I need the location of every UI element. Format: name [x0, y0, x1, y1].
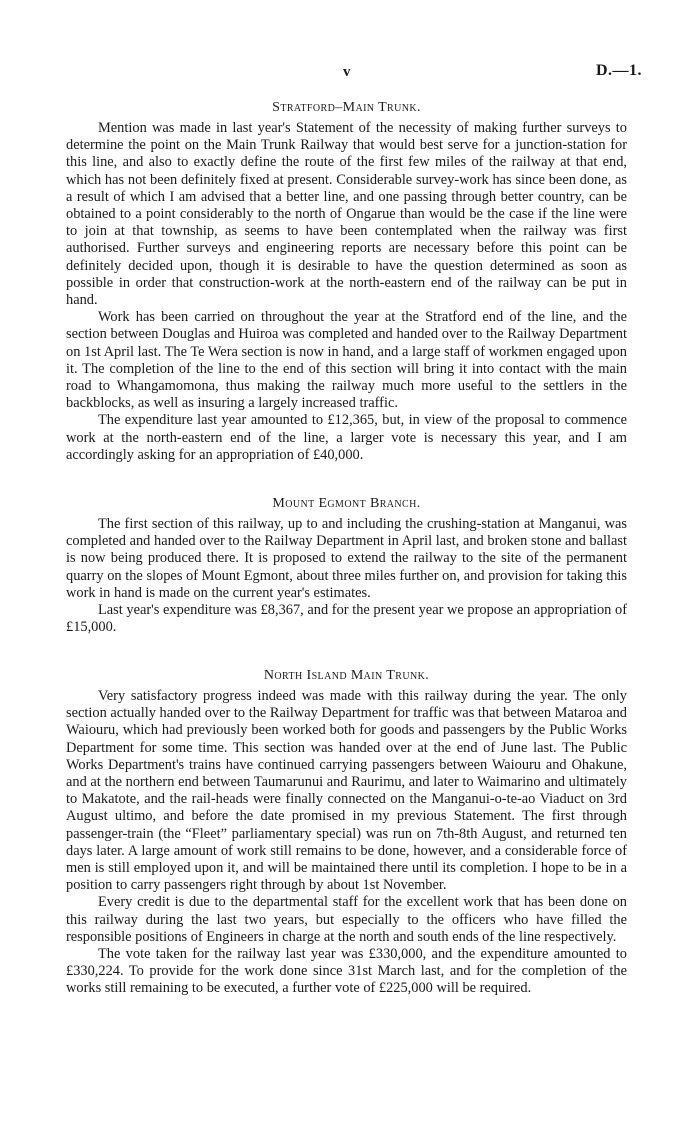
- document-reference: D.—1.: [595, 62, 642, 79]
- paragraph: Last year's expenditure was £8,367, and for the present year we propose an appropriation of £15,000.: [66, 602, 627, 636]
- paragraph: Every credit is due to the departmental staff for the excellent work that has been done on this railway during the last two years, but especially to the officers who have filled the responsible positions of Engineers in charge at the north and south ends of the line respectively.: [66, 894, 627, 945]
- section-heading: Mount Egmont Branch.: [272, 496, 421, 511]
- paragraph: The vote taken for the railway last year was £330,000, and the expenditure amounted to £330,224. To provide for the work done since 31st March last, and for the completion of the works still remaining to be executed, a further vote of £225,000 will be required.: [66, 946, 627, 997]
- paragraph: Mention was made in last year's Statement of the necessity of making further surveys to determine the point on the Main Trunk Railway that would best serve for a junction-station for this line, and also to exactly define the route of the first few miles of the railway at that end, which has not been definitely fixed at present. Considerable survey-work has since been done, as a result of which I am advised that a better line, and one passing through better country, can be obtained to a point considerably to the north of Ongarue than would be the case if the line were to join at that township, as seems to have been contemplated when the railway was first authorised. Further surveys and engineering reports are necessary before this point can be definitely decided upon, though it is desirable to have the question determined as soon as possible in order that construction-work at the north-eastern end of the railway can be put in hand.: [66, 120, 627, 309]
- paragraph: The first section of this railway, up to and including the crushing-station at Manganui, was completed and handed over to the Railway Department in April last, and broken stone and ballast is now being produced there. It is proposed to extend the railway to the site of the permanent quarry on the slopes of Mount Egmont, about three miles further on, and provision for taking this work in hand is made on the current year's estimates.: [66, 516, 627, 601]
- section-north-island-main-trunk: [66, 667, 627, 998]
- section-heading: North Island Main Trunk.: [263, 668, 430, 683]
- paragraph: The expenditure last year amounted to £12,365, but, in view of the proposal to commence work at the north-eastern end of the line, a larger vote is necessary this year, and I am accordingly asking for an appropriation of £40,000.: [66, 412, 627, 463]
- paragraph: Very satisfactory progress indeed was made with this railway during the year. The only section actually handed over to the Railway Department for traffic was that between Mataroa and Waiouru, which had previously been worked both for goods and passengers by the Public Works Department for some time. This section was handed over at the end of June last. The Public Works Department's trains have continued carrying passengers between Waiouru and Ohakune, and at the northern end between Taumarunui and Raurimu, and later to Waimarino and ultimately to Makatote, and the rail-heads were finally connected on the Manganui-o-te-ao Viaduct on 3rd August ultimo, and before the date promised in my previous Statement. The first through passenger-train (the “Fleet” parliamentary special) was run on 7th-8th August, and returned ten days later. A large amount of work still remains to be done, however, and a considerable force of men is still employed upon it, and will be maintained there until its completion. I hope to be in a position to carry passengers right through by about 1st November.: [66, 688, 627, 894]
- section-heading: Stratford–Main Trunk.: [272, 100, 421, 115]
- section-mount-egmont-branch: [66, 495, 627, 636]
- section-stratford-main-trunk: [66, 99, 627, 464]
- page-number: v: [343, 64, 351, 80]
- paragraph: Work has been carried on throughout the year at the Stratford end of the line, and the section between Douglas and Huiroa was completed and handed over to the Railway Department on 1st April last. The Te Wera section is now in hand, and a large staff of workmen engaged upon it. The completion of the line to the end of this section will bring it into contact with the main road to Whangamomona, thus making the railway much more useful to the settlers in the backblocks, as well as insuring a largely increased traffic.: [66, 309, 627, 412]
